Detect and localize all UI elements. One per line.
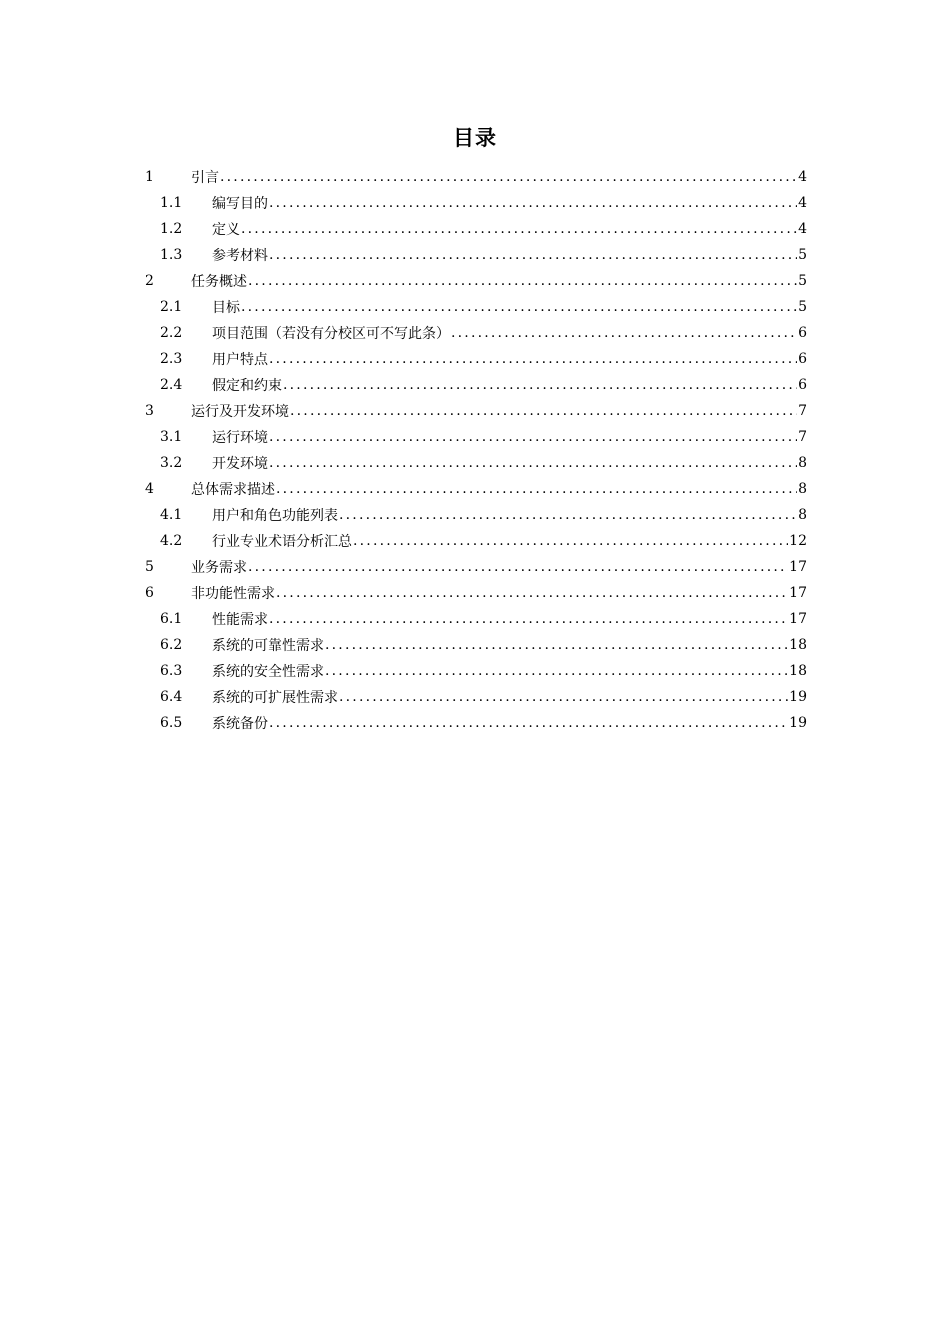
toc-entry-title: 行业专业术语分析汇总 <box>212 534 352 550</box>
toc-entry[interactable] <box>144 424 807 450</box>
toc-entry[interactable] <box>144 398 807 424</box>
toc-dot-leader <box>240 299 797 315</box>
toc-entry-title: 运行及开发环境 <box>191 404 289 420</box>
toc-entry-page-number: 4 <box>798 195 807 211</box>
toc-entry-title: 引言 <box>191 170 219 186</box>
toc-dot-leader <box>268 455 797 471</box>
toc-dot-leader <box>240 221 797 237</box>
toc-entry[interactable] <box>144 476 807 502</box>
toc-entry-title: 非功能性需求 <box>191 586 275 602</box>
toc-entry-number: 3.1 <box>160 429 183 445</box>
toc-entry-number: 3 <box>145 403 154 419</box>
toc-dot-leader <box>338 507 797 523</box>
toc-dot-leader <box>324 637 788 653</box>
toc-entry-number: 1.2 <box>160 221 183 237</box>
toc-entry-page-number: 19 <box>789 689 807 705</box>
toc-entry-title: 目标 <box>212 300 240 316</box>
toc-entry-number: 1 <box>145 169 154 185</box>
toc-dot-leader <box>268 247 797 263</box>
toc-entry-title: 开发环境 <box>212 456 268 472</box>
toc-entry-number: 6.5 <box>160 715 183 731</box>
toc-dot-leader <box>247 559 788 575</box>
toc-entry[interactable] <box>144 346 807 372</box>
toc-entry-number: 4 <box>145 481 154 497</box>
toc-entry-page-number: 12 <box>789 533 807 549</box>
toc-entry-number: 5 <box>145 559 154 575</box>
toc-entry-title: 用户和角色功能列表 <box>212 508 338 524</box>
toc-entry[interactable] <box>144 502 807 528</box>
toc-dot-leader <box>275 481 797 497</box>
toc-entry-title: 业务需求 <box>191 560 247 576</box>
toc-dot-leader <box>289 403 797 419</box>
toc-entry-title: 系统的可扩展性需求 <box>212 690 338 706</box>
toc-entry-number: 1.3 <box>160 247 183 263</box>
toc-dot-leader <box>219 169 797 185</box>
toc-entry-title: 编写目的 <box>212 196 268 212</box>
toc-entry-page-number: 19 <box>789 715 807 731</box>
toc-entry[interactable] <box>144 450 807 476</box>
toc-dot-leader <box>268 351 797 367</box>
toc-entry-number: 2 <box>145 273 154 289</box>
toc-entry[interactable] <box>144 372 807 398</box>
toc-entry-title: 任务概述 <box>191 274 247 290</box>
toc-entry-title: 总体需求描述 <box>191 482 275 498</box>
toc-dot-leader <box>282 377 797 393</box>
toc-entry-page-number: 18 <box>789 637 807 653</box>
toc-entry-page-number: 8 <box>798 507 807 523</box>
toc-entry-number: 6.4 <box>160 689 183 705</box>
toc-entry-number: 6.3 <box>160 663 183 679</box>
toc-entry-title: 运行环境 <box>212 430 268 446</box>
toc-entry-title: 系统的可靠性需求 <box>212 638 324 654</box>
toc-entry-page-number: 4 <box>798 221 807 237</box>
toc-entry[interactable] <box>144 268 807 294</box>
toc-entry-page-number: 8 <box>798 481 807 497</box>
toc-entry-number: 2.4 <box>160 377 183 393</box>
toc-entry-page-number: 5 <box>798 299 807 315</box>
toc-entry-page-number: 17 <box>789 611 807 627</box>
toc-dot-leader <box>247 273 797 289</box>
toc-dot-leader <box>352 533 788 549</box>
toc-dot-leader <box>324 663 788 679</box>
toc-entry[interactable] <box>144 554 807 580</box>
toc-entry-number: 2.3 <box>160 351 183 367</box>
toc-entry[interactable] <box>144 528 807 554</box>
toc-entry-number: 1.1 <box>160 195 183 211</box>
toc-entry[interactable] <box>144 710 807 736</box>
toc-entry-title: 项目范围（若没有分校区可不写此条） <box>212 326 450 342</box>
toc-entry[interactable] <box>144 658 807 684</box>
toc-entry-title: 假定和约束 <box>212 378 282 394</box>
toc-entry[interactable] <box>144 684 807 710</box>
toc-entry-title: 定义 <box>212 222 240 238</box>
toc-entry[interactable] <box>144 164 807 190</box>
toc-dot-leader <box>268 611 788 627</box>
toc-entry-page-number: 4 <box>798 169 807 185</box>
toc-entry[interactable] <box>144 190 807 216</box>
toc-dot-leader <box>268 195 797 211</box>
toc-entry[interactable] <box>144 320 807 346</box>
toc-entry-page-number: 17 <box>789 585 807 601</box>
toc-list <box>144 164 807 736</box>
toc-entry-page-number: 6 <box>798 325 807 341</box>
toc-entry[interactable] <box>144 580 807 606</box>
toc-dot-leader <box>450 325 797 341</box>
toc-entry[interactable] <box>144 216 807 242</box>
toc-entry-page-number: 6 <box>798 351 807 367</box>
toc-entry-title: 性能需求 <box>212 612 268 628</box>
toc-entry[interactable] <box>144 294 807 320</box>
toc-entry-page-number: 18 <box>789 663 807 679</box>
toc-entry-number: 2.1 <box>160 299 183 315</box>
toc-entry-number: 3.2 <box>160 455 183 471</box>
toc-entry-page-number: 7 <box>798 429 807 445</box>
toc-title: 目录 <box>453 125 497 150</box>
toc-entry[interactable] <box>144 632 807 658</box>
toc-entry-page-number: 17 <box>789 559 807 575</box>
toc-dot-leader <box>268 429 797 445</box>
toc-dot-leader <box>268 715 788 731</box>
toc-entry-number: 6 <box>145 585 154 601</box>
toc-entry-title: 系统的安全性需求 <box>212 664 324 680</box>
toc-entry-page-number: 5 <box>798 273 807 289</box>
toc-entry[interactable] <box>144 606 807 632</box>
toc-entry-page-number: 7 <box>798 403 807 419</box>
toc-entry-number: 4.2 <box>160 533 183 549</box>
toc-dot-leader <box>275 585 788 601</box>
toc-entry-page-number: 8 <box>798 455 807 471</box>
toc-entry-title: 用户特点 <box>212 352 268 368</box>
toc-entry-number: 2.2 <box>160 325 183 341</box>
toc-entry-title: 参考材料 <box>212 248 268 264</box>
toc-dot-leader <box>338 689 788 705</box>
toc-entry-number: 4.1 <box>160 507 183 523</box>
toc-entry[interactable] <box>144 242 807 268</box>
toc-entry-number: 6.2 <box>160 637 183 653</box>
toc-entry-title: 系统备份 <box>212 716 268 732</box>
toc-entry-page-number: 6 <box>798 377 807 393</box>
toc-entry-page-number: 5 <box>798 247 807 263</box>
toc-entry-number: 6.1 <box>160 611 183 627</box>
